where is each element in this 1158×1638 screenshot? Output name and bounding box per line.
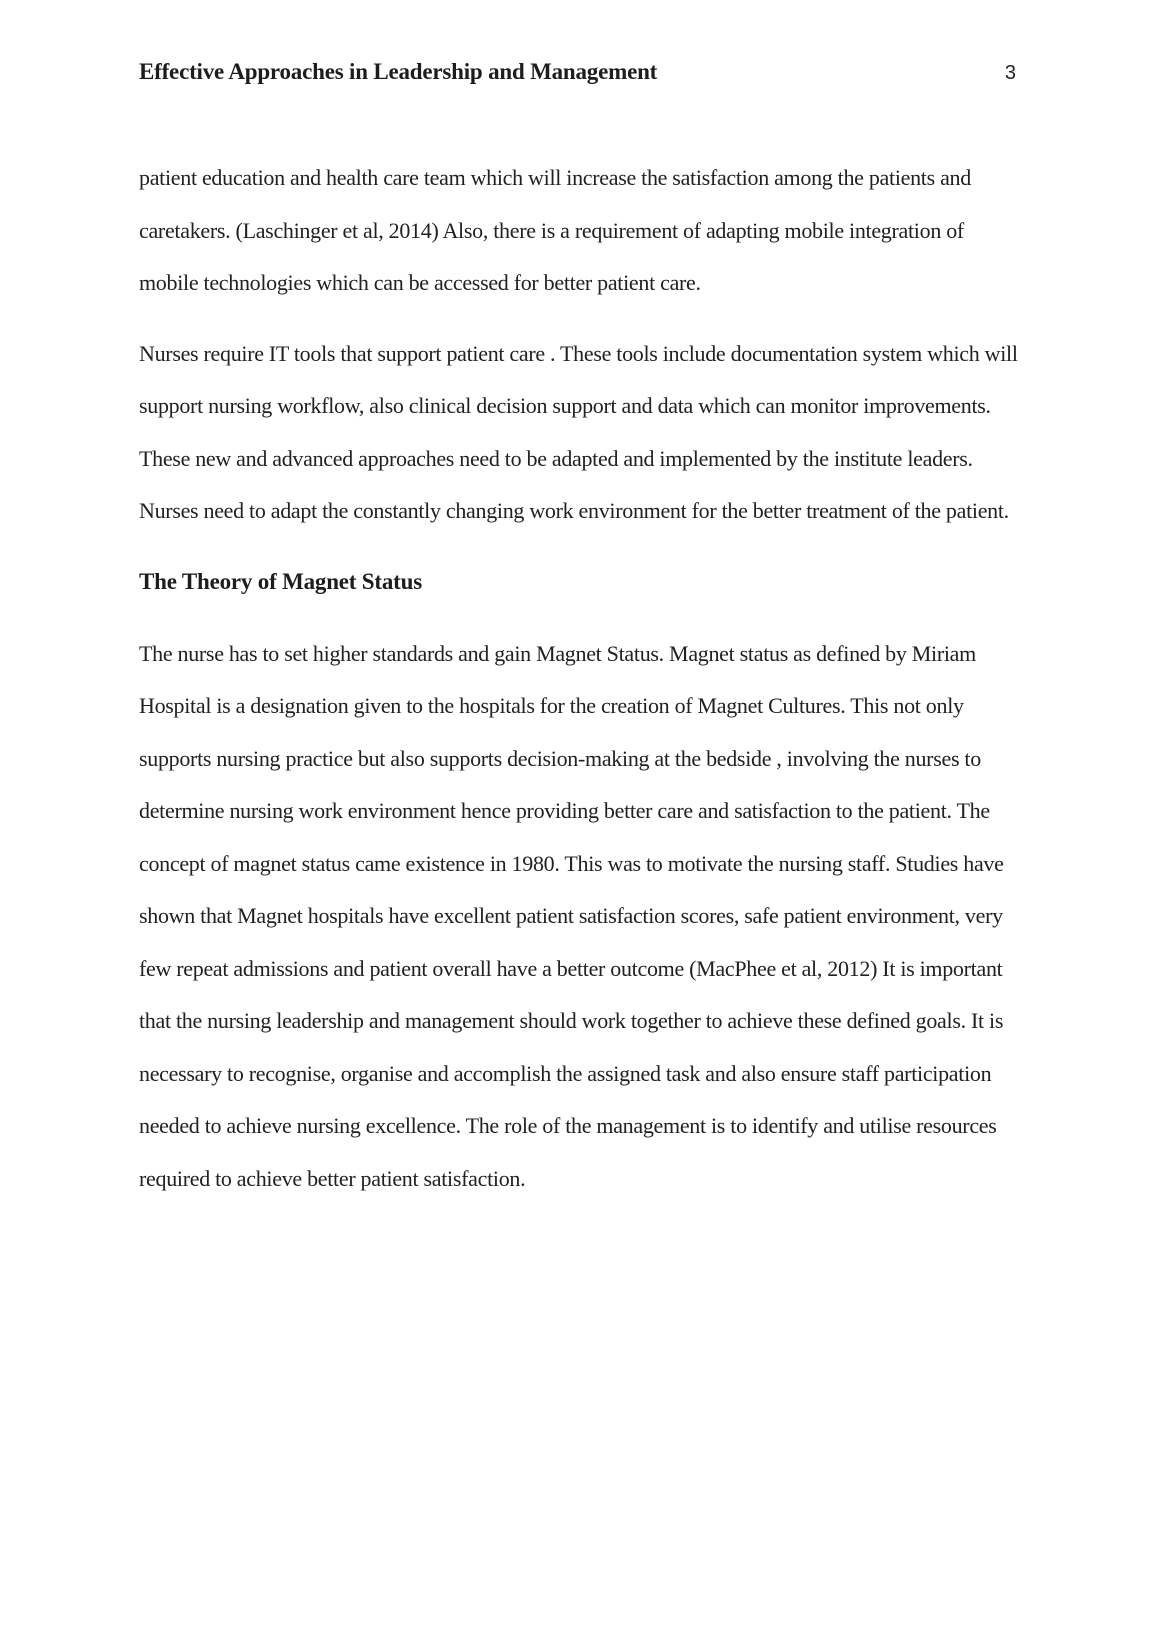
paragraph-magnet-status: The nurse has to set higher standards and gain Magnet Status. Magnet status as defined by Miriam Hospital is a designation given to the hospitals for the creation of Magnet Cultures. This not only supports nursing practice but also supports decision-making at the bedside , involving the nurses to determine nursing work environment hence providing better care and satisfaction to the patient. The concept of magnet status came existence in 1980. This was to motivate the nursing staff. Studies have shown that Magnet hospitals have excellent patient satisfaction scores, safe patient environment, very few repeat admissions and patient overall have a better outcome (MacPhee et al, 2012) It is important that the nursing leadership and management should work together to achieve these defined goals. It is necessary to recognise, organise and accomplish the assigned task and also ensure staff participation needed to achieve nursing excellence. The role of the management is to identify and utilise resources required to achieve better patient satisfaction. (139, 640, 1004, 1191)
section-heading-magnet-status: The Theory of Magnet Status (139, 568, 422, 594)
document-body (139, 152, 1028, 1205)
page-number: 3 (1004, 62, 1016, 84)
running-head-title: Effective Approaches in Leadership and Management (139, 59, 658, 84)
page-header (139, 56, 1028, 89)
paragraph-mobile-integration: patient education and health care team which will increase the satisfaction among the patients and caretakers. (Laschinger et al, 2014) Also, there is a requirement of adapting mobile integration of mobile technologies which can be accessed for better patient care. (139, 165, 971, 295)
paragraph-it-tools: Nurses require IT tools that support patient care . These tools include documentation system which will support nursing workflow, also clinical decision support and data which can monitor improvements. These new and advanced approaches need to be adapted and implemented by the institute leaders. Nurses need to adapt the constantly changing work environment for the better treatment of the patient. (139, 340, 1018, 523)
